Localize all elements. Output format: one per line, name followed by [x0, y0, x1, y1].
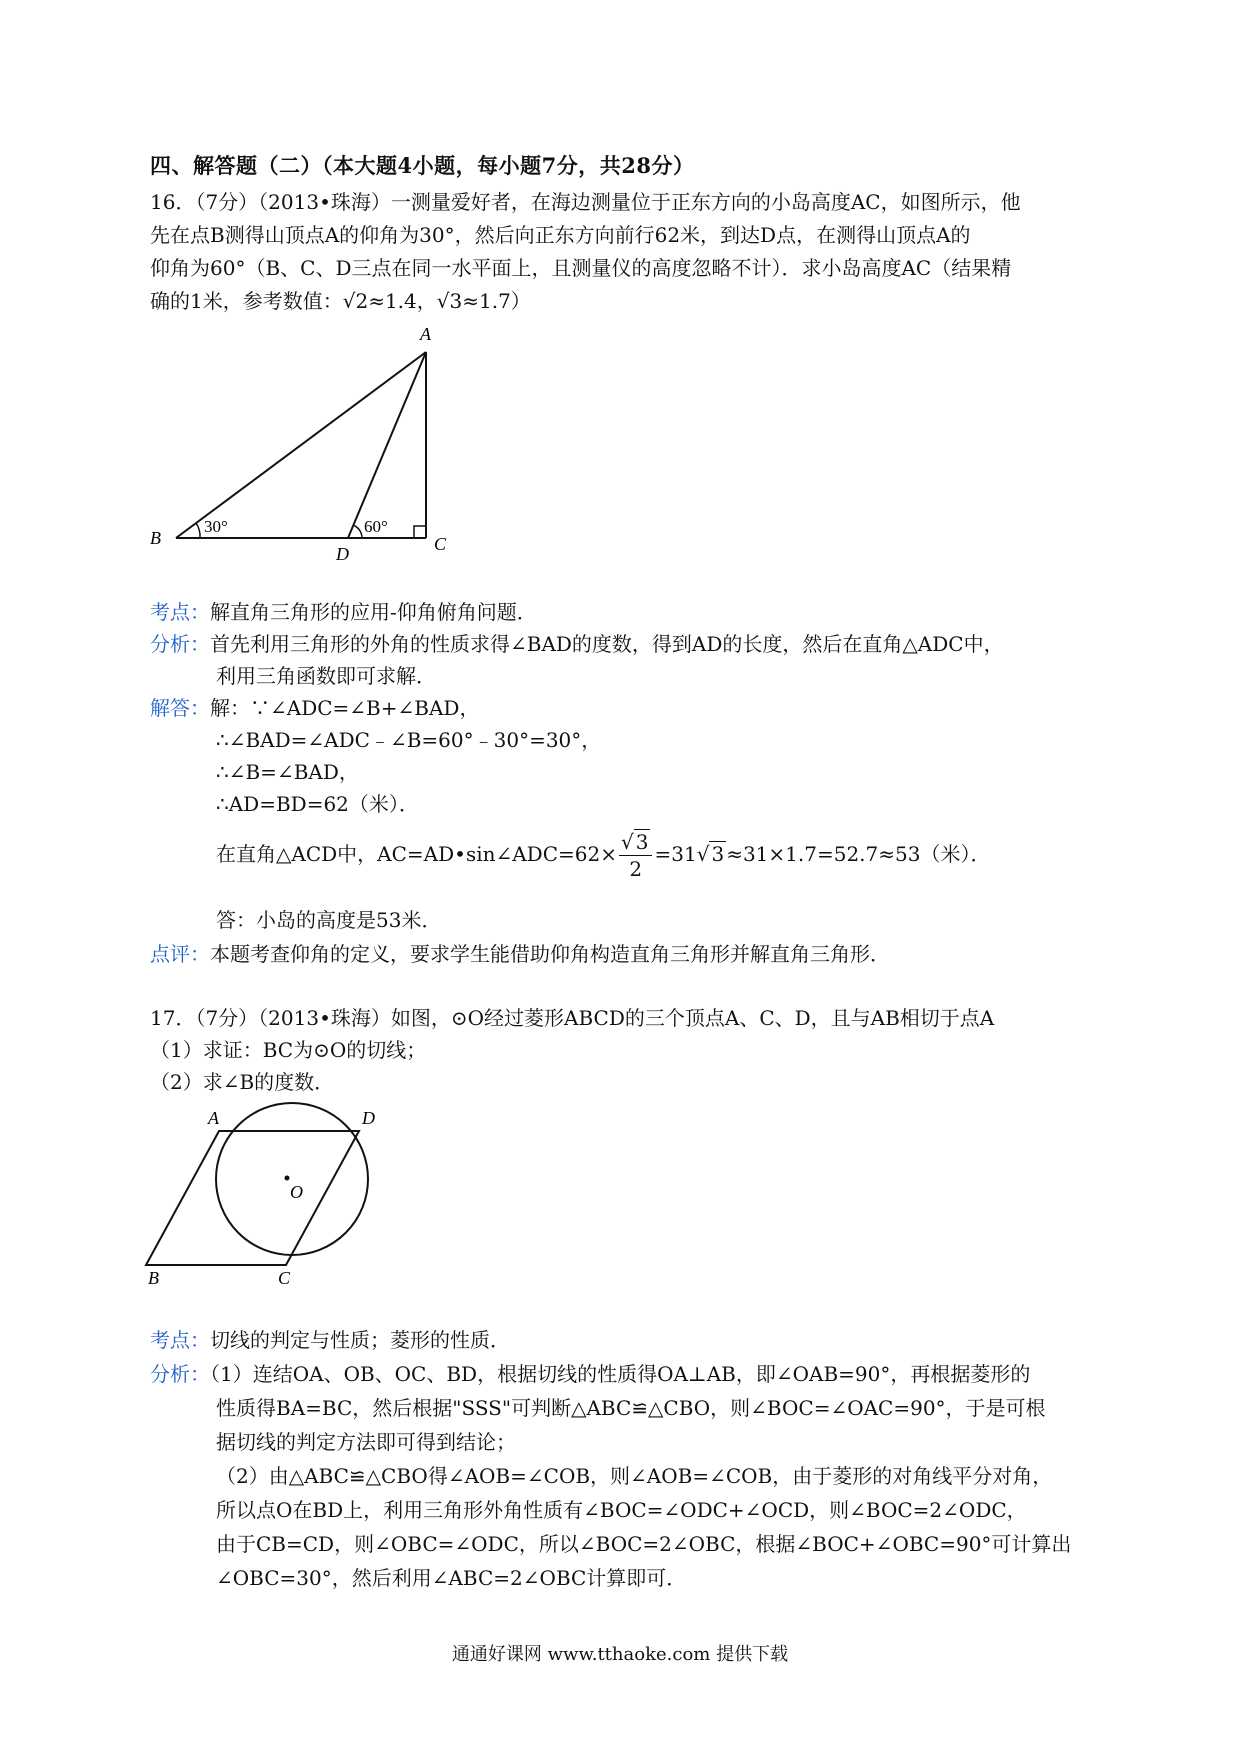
dianping-label: 点评：: [150, 942, 210, 966]
kaodian-text: 解直角三角形的应用-仰角俯角问题．: [210, 600, 537, 624]
section-title: 四、解答题（二）（本大题4小题，每小题7分，共28分）: [150, 153, 695, 178]
q16-jieda-row: [150, 694, 479, 722]
q16-dianping-row: [150, 940, 890, 968]
angle-d-arc: [353, 525, 362, 538]
label-c: C: [278, 1268, 291, 1288]
jieda-line-5-mid: =31: [654, 842, 697, 866]
label-b: B: [148, 1268, 159, 1288]
q16-jieda-line-4: ∴AD=BD=62（米）．: [216, 792, 419, 816]
label-angle-30: 30°: [204, 517, 228, 536]
q16-jieda-line-3: ∴∠B=∠BAD，: [216, 760, 359, 784]
center-o-dot: [285, 1176, 290, 1181]
q17-fenxi-line-3: 据切线的判定方法即可得到结论；: [216, 1430, 516, 1454]
sqrt-radicand: 3: [711, 842, 725, 866]
q16-answer: 答：小岛的高度是53米．: [216, 908, 442, 932]
label-c: C: [434, 534, 447, 554]
q17-stem-line-3: （2）求∠B的度数．: [150, 1070, 335, 1094]
q17-kaodian-row: [150, 1326, 510, 1354]
jieda-line-5-pre: 在直角△ACD中，AC=AD•sin∠ADC=62×: [216, 842, 617, 866]
q16-stem-line-2: 先在点B测得山顶点A的仰角为30°，然后向正东方向前行62米，到达D点，在测得山顶点A的: [150, 223, 971, 247]
q16-fenxi-row: [150, 630, 1004, 658]
q17-rhombus-circle-figure: [140, 1098, 410, 1288]
dianping-text: 本题考查仰角的定义，要求学生能借助仰角构造直角三角形并解直角三角形．: [210, 942, 890, 966]
label-a: A: [208, 1108, 219, 1128]
fenxi-line-1: 首先利用三角形的外角的性质求得∠BAD的度数，得到AD的长度，然后在直角△ADC中，: [210, 632, 1004, 656]
page-footer: 通通好课网 www.tthaoke.com 提供下载: [451, 1644, 789, 1665]
fraction-denominator: 2: [629, 857, 643, 881]
q16-stem-line-1: 16．（7分）（2013•珠海）一测量爱好者，在海边测量位于正东方向的小岛高度AC，如图所示，他: [150, 190, 1021, 214]
fraction-numerator: 3: [635, 830, 649, 854]
q16-kaodian-row: [150, 598, 537, 626]
circle-o: [216, 1103, 368, 1255]
q17-fenxi-line-5: 所以点O在BD上，利用三角形外角性质有∠BOC=∠ODC+∠OCD，则∠BOC=2∠ODC，: [216, 1498, 1027, 1522]
q17-fenxi-line-2: 性质得BA=BC，然后根据"SSS"可判断△ABC≌△CBO，则∠BOC=∠OAC=90°，于是可根: [216, 1396, 1046, 1420]
jieda-label: 解答：: [150, 696, 210, 720]
q16-triangle-figure: [140, 320, 460, 560]
fenxi-label: 分析：: [150, 1362, 210, 1386]
kaodian-label: 考点：: [150, 600, 210, 624]
segment-ba: [176, 352, 426, 538]
angle-b-arc: [196, 523, 200, 538]
fenxi-label: 分析：: [150, 632, 210, 656]
q17-fenxi-line-6: 由于CB=CD，则∠OBC=∠ODC，所以∠BOC=2∠OBC，根据∠BOC+∠OBC=90°可计算出: [216, 1532, 1072, 1556]
kaodian-text: 切线的判定与性质；菱形的性质．: [210, 1328, 510, 1352]
right-angle-mark: [414, 526, 426, 538]
q17-stem-line-1: 17．（7分）（2013•珠海）如图，⊙O经过菱形ABCD的三个顶点A、C、D，且与AB相切于点A: [150, 1006, 995, 1030]
fraction-sqrt3-over-2: $\frac{√ 3}{2}$: [619, 829, 652, 882]
q17-stem-line-2: （1）求证：BC为⊙O的切线；: [150, 1038, 427, 1062]
q16-stem-line-4: 确的1米，参考数值：√2≈1.4，√3≈1.7）: [150, 289, 531, 313]
label-a: A: [420, 324, 431, 344]
q17-fenxi-line-7: ∠OBC=30°，然后利用∠ABC=2∠OBC计算即可．: [216, 1566, 687, 1590]
q16-jieda-line-5: 在直角△ACD中，AC=AD•sin∠ADC=62× $\frac{√ 3}{2}$ =31√ 3 ≈31×1.7=52.7≈53（米）．: [216, 830, 991, 881]
fenxi-line-1: （1）连结OA、OB、OC、BD，根据切线的性质得OA⊥AB，即∠OAB=90°，再根据菱形的: [210, 1362, 1031, 1386]
q16-jieda-line-2: ∴∠BAD=∠ADC﹣∠B=60°﹣30°=30°，: [216, 728, 602, 752]
q16-fenxi-line-2: 利用三角函数即可求解．: [216, 664, 436, 688]
q16-stem-line-3: 仰角为60°（B、C、D三点在同一水平面上，且测量仪的高度忽略不计）．求小岛高度AC（结果精: [150, 256, 1012, 280]
label-b: B: [150, 528, 161, 548]
jieda-line-1: 解：∵∠ADC=∠B+∠BAD，: [210, 696, 480, 720]
q17-fenxi-line-4: （2）由△ABC≌△CBO得∠AOB=∠COB，则∠AOB=∠COB，由于菱形的对角线平分对角，: [216, 1464, 1053, 1488]
label-angle-60: 60°: [364, 517, 388, 536]
label-d: D: [362, 1108, 375, 1128]
label-d: D: [336, 544, 349, 560]
jieda-line-5-post: ≈31×1.7=52.7≈53（米）．: [726, 842, 991, 866]
q17-fenxi-row: [150, 1360, 1030, 1388]
kaodian-label: 考点：: [150, 1328, 210, 1352]
label-o: O: [290, 1182, 303, 1202]
